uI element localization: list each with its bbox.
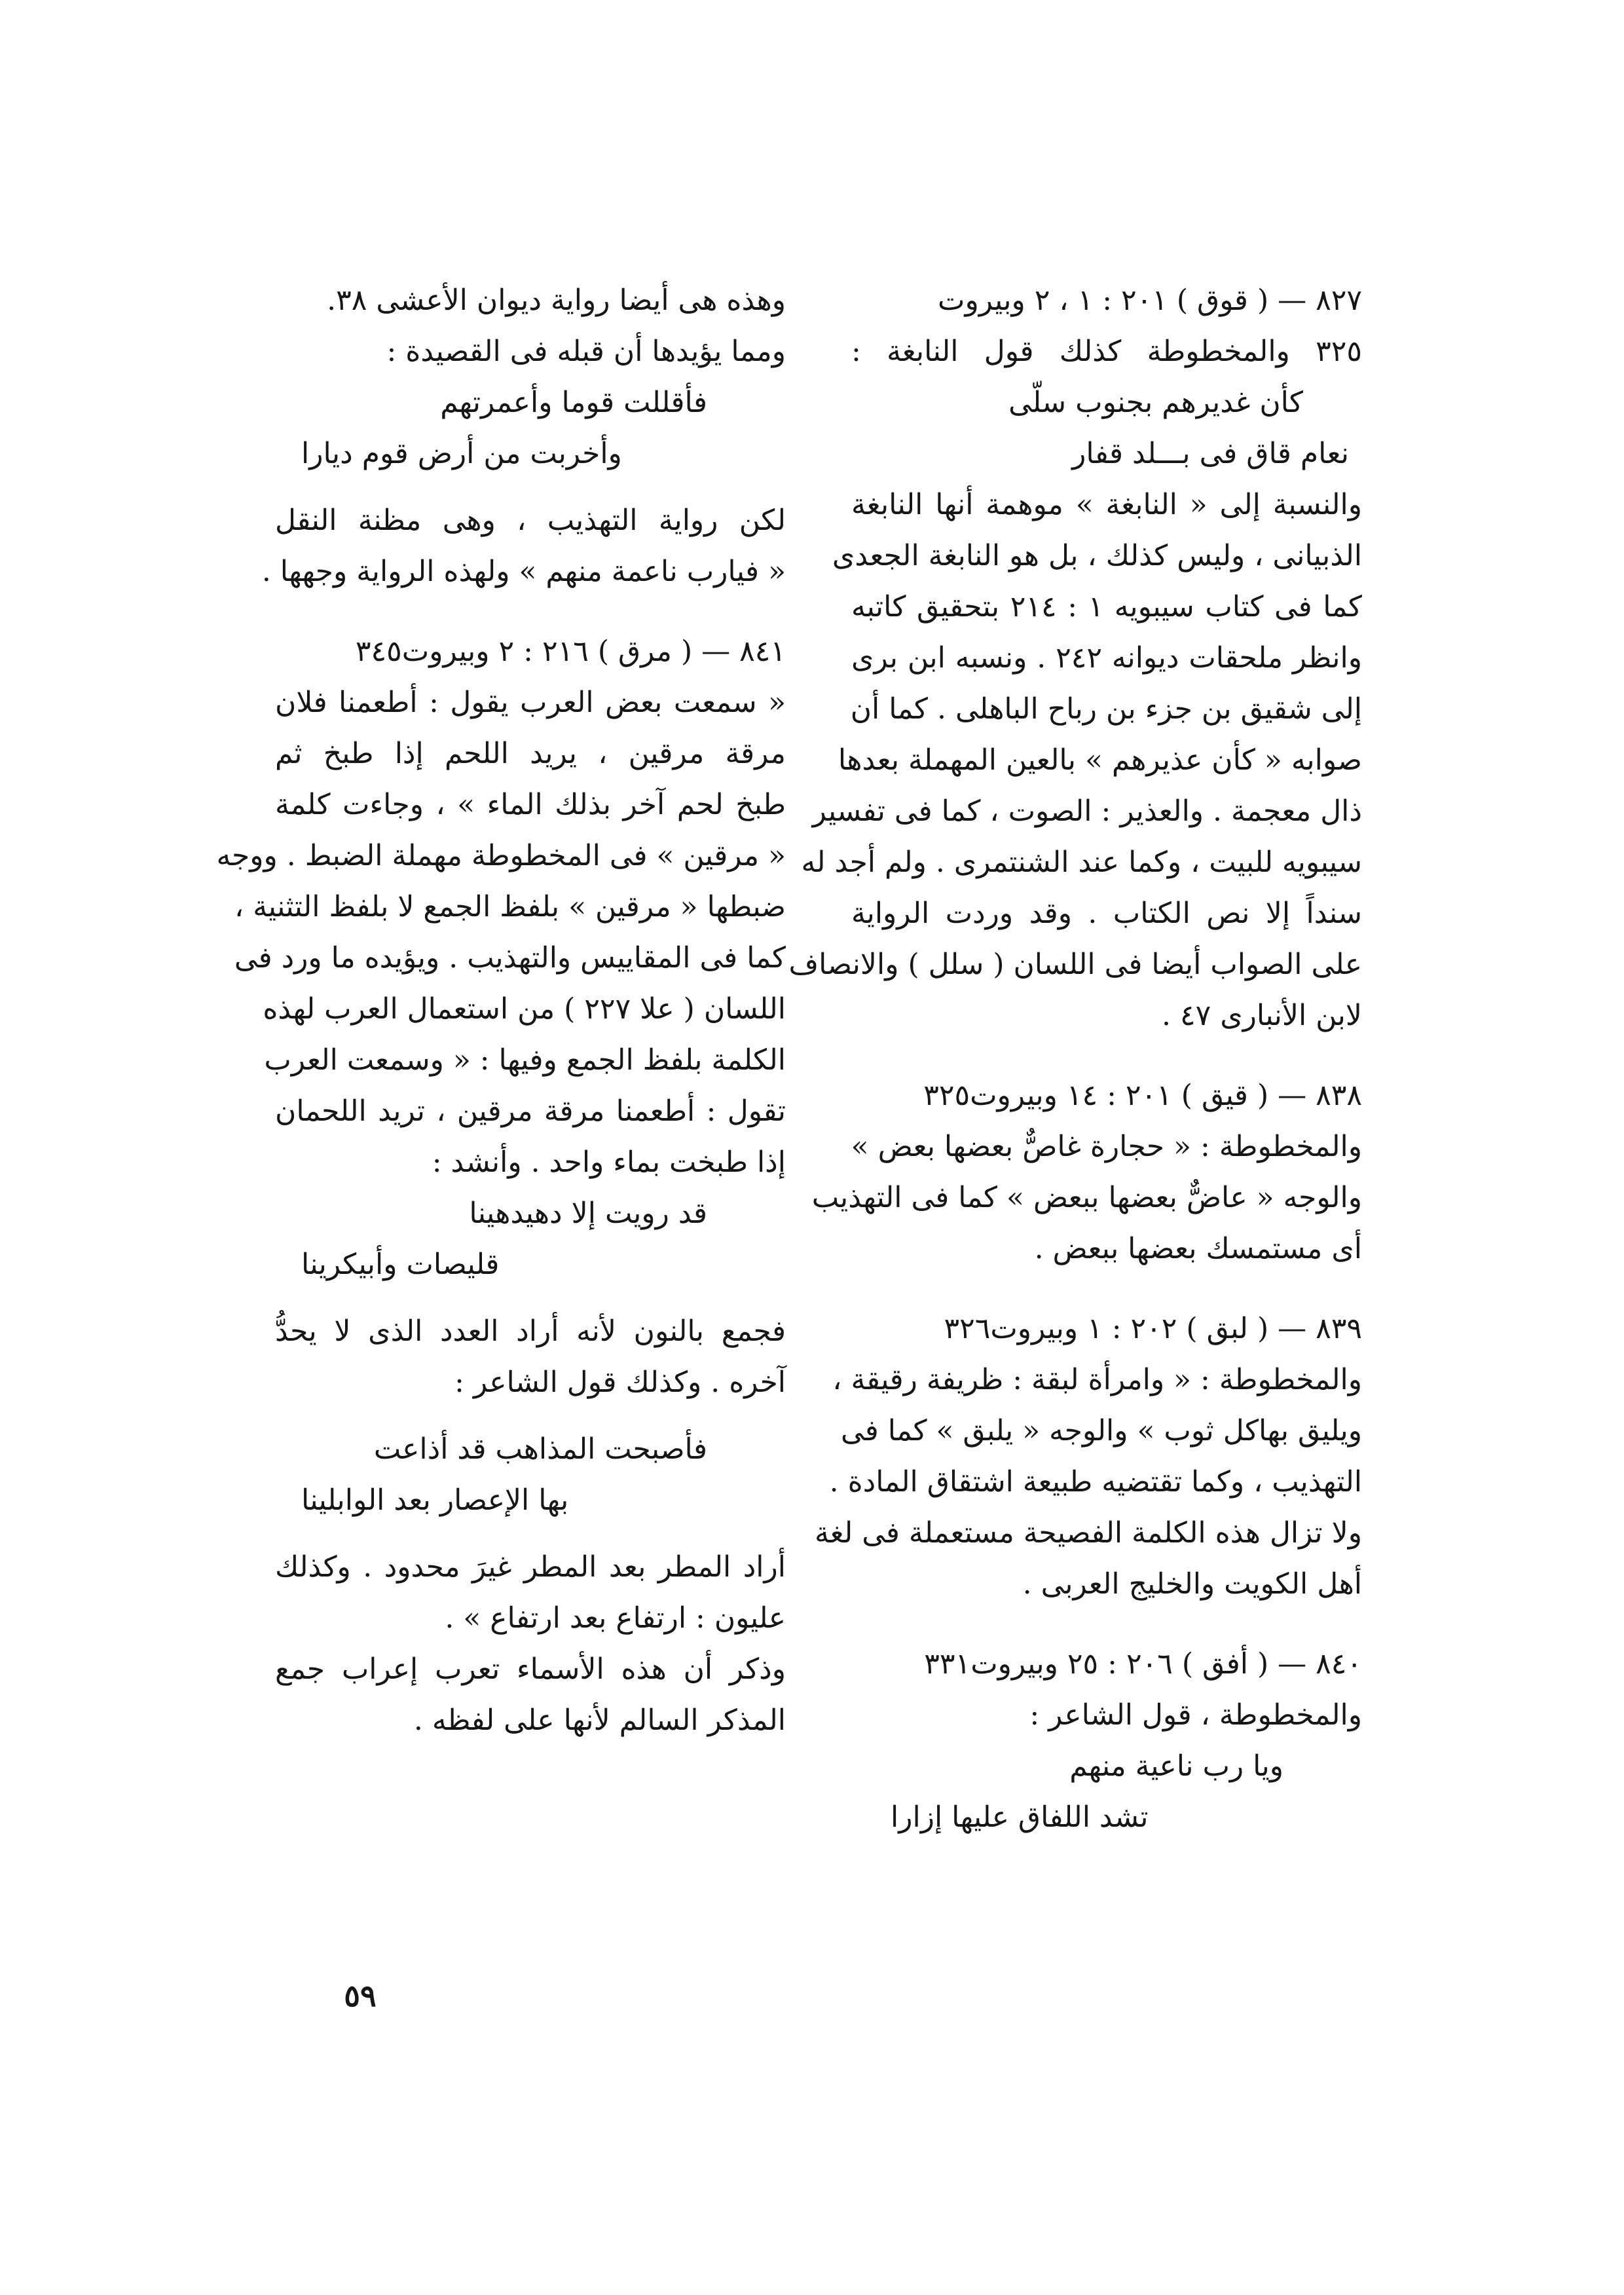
text-line: على الصواب أيضا فى اللسان ( سلل ) والانصاف: [788, 948, 1362, 981]
text-line: طبخ لحم آخر بذلك الماء » ، وجاءت كلمة: [275, 788, 786, 821]
text-line: لابن الأنبارى ٤٧ .: [1162, 999, 1362, 1032]
text-line: لكن رواية التهذيب ، وهى مظنة النقل: [275, 504, 786, 537]
entry-827-heading: ٨٢٧ — ( قوق ) ٢٠١ : ١ ، ٢ وبيروت: [938, 284, 1362, 317]
entry-840-heading: ٨٤٠ — ( أفق ) ٢٠٦ : ٢٥ وبيروت٣٣١: [924, 1647, 1362, 1681]
spacer: [275, 1290, 786, 1306]
text-line: ضبطها « مرقين » بلفظ الجمع لا بلفظ التثنية ،: [234, 890, 786, 924]
spacer: [851, 1275, 1362, 1303]
text-line: أراد المطر بعد المطر غيرَ محدود . وكذلك: [275, 1550, 786, 1584]
text-line: سنداً إلا نص الكتاب . وقد وردت الرواية: [851, 897, 1362, 930]
verse-hemistich: فأصبحت المذاهب قد أذاعت: [373, 1432, 707, 1466]
text-line: وذكر أن هذه الأسماء تعرب إعراب جمع: [275, 1652, 786, 1686]
text-line: الذبيانى ، وليس كذلك ، بل هو النابغة الجعدى: [832, 539, 1362, 572]
verse-hemistich: ويا رب ناعية منهم: [1069, 1749, 1283, 1783]
text-line: والمخطوطة : « وامرأة لبقة : ظريفة رقيقة ،: [832, 1363, 1362, 1396]
text-line: « فيارب ناعمة منهم » ولهذه الرواية وجهها .: [261, 555, 786, 588]
right-column: [788, 275, 1362, 1843]
verse-hemistich: فأقللت قوما وأعمرتهم: [440, 386, 707, 419]
text-line: وهذه هى أيضا رواية ديوان الأعشى ٣٨.: [327, 284, 786, 317]
text-line: « سمعت بعض العرب يقول : أطعمنا فلان: [275, 686, 786, 719]
spacer: [851, 1041, 1362, 1070]
text-line: فجمع بالنون لأنه أراد العدد الذى لا يحدُّ: [275, 1315, 786, 1348]
text-line: المذكر السالم لأنها على لفظه .: [413, 1704, 786, 1737]
verse-hemistich: قليصات وأبيكرينا: [301, 1248, 500, 1281]
text-line: والوجه « عاضٌّ بعضها ببعض » كما فى التهذيب: [811, 1181, 1362, 1214]
spacer: [275, 1526, 786, 1542]
text-line: سيبويه للبيت ، وكما عند الشنتمرى . ولم أجد له: [801, 846, 1362, 879]
spacer: [851, 1610, 1362, 1639]
text-line: مرقة مرقين ، يريد اللحم إذا طبخ ثم: [275, 737, 786, 770]
spacer: [275, 597, 786, 626]
text-line: والمخطوطة : « حجارة غاصٌّ بعضها بعض »: [851, 1130, 1362, 1163]
verse-hemistich: نعام قاق فى بـــلد قفار: [1072, 437, 1349, 470]
entry-838-heading: ٨٣٨ — ( قيق ) ٢٠١ : ١٤ وبيروت٣٢٥: [923, 1079, 1362, 1112]
verse-hemistich: بها الإعصار بعد الوابلينا: [301, 1483, 569, 1517]
verse-hemistich: تشد اللفاق عليها إزارا: [891, 1801, 1149, 1834]
text-line: التهذيب ، وكما تقتضيه طبيعة اشتقاق المادة .: [829, 1465, 1362, 1499]
verse-hemistich: قد رويت إلا دهيدهينا: [469, 1197, 707, 1230]
text-line: « مرقين » فى المخطوطة مهملة الضبط . ووجه: [216, 839, 786, 872]
spacer: [275, 479, 786, 495]
text-line: ذال معجمة . والعذير : الصوت ، كما فى تفسير: [812, 794, 1362, 828]
text-line: تقول : أطعمنا مرقة مرقين ، تريد اللحمان: [275, 1094, 786, 1128]
text-line: كما فى المقاييس والتهذيب . ويؤيده ما ورد فى: [234, 941, 786, 975]
entry-841-heading: ٨٤١ — ( مرق ) ٢١٦ : ٢ وبيروت٣٤٥: [355, 635, 786, 668]
text-line: أهل الكويت والخليج العربى .: [1022, 1567, 1362, 1601]
text-line: والنسبة إلى « النابغة » موهمة أنها النابغة: [851, 488, 1362, 521]
text-line: عليون : ارتفاع بعد ارتفاع » .: [445, 1601, 786, 1635]
text-line: صوابه « كأن عذيرهم » بالعين المهملة بعدها: [838, 743, 1362, 777]
text-line: والمخطوطة ، قول الشاعر :: [1029, 1698, 1362, 1732]
text-line: إلى شقيق بن جزء بن رباح الباهلى . كما أن: [850, 692, 1362, 726]
page-number: ٥٩: [344, 1978, 377, 2013]
text-line: أى مستمسك بعضها ببعض .: [1034, 1232, 1362, 1265]
text-line: ولا تزال هذه الكلمة الفصيحة مستعملة فى لغة: [815, 1516, 1362, 1550]
verse-hemistich: وأخربت من أرض قوم ديارا: [301, 437, 622, 470]
entry-839-heading: ٨٣٩ — ( لبق ) ٢٠٢ : ١ وبيروت٣٢٦: [944, 1312, 1362, 1345]
text-line: ومما يؤيدها أن قبله فى القصيدة :: [386, 335, 786, 368]
text-line: آخره . وكذلك قول الشاعر :: [454, 1366, 786, 1399]
text-line: وانظر ملحقات ديوانه ٢٤٢ . ونسبه ابن برى: [851, 641, 1362, 675]
spacer: [275, 1408, 786, 1424]
text-line: كما فى كتاب سيبويه ١ : ٢١٤ بتحقيق كاتبه: [851, 590, 1362, 624]
text-line: ويليق بهاكل ثوب » والوجه « يلبق » كما فى: [841, 1414, 1362, 1447]
left-column: [216, 275, 786, 1746]
text-line: إذا طبخت بماء واحد . وأنشد :: [432, 1146, 786, 1179]
text-line: ٣٢٥ والمخطوطة كذلك قول النابغة :: [851, 335, 1362, 368]
text-line: الكلمة بلفظ الجمع وفيها : « وسمعت العرب: [264, 1043, 786, 1077]
text-line: اللسان ( علا ٢٢٧ ) من استعمال العرب لهذه: [263, 992, 786, 1026]
verse-hemistich: كأن غديرهم بجنوب سلّى: [1008, 386, 1303, 419]
